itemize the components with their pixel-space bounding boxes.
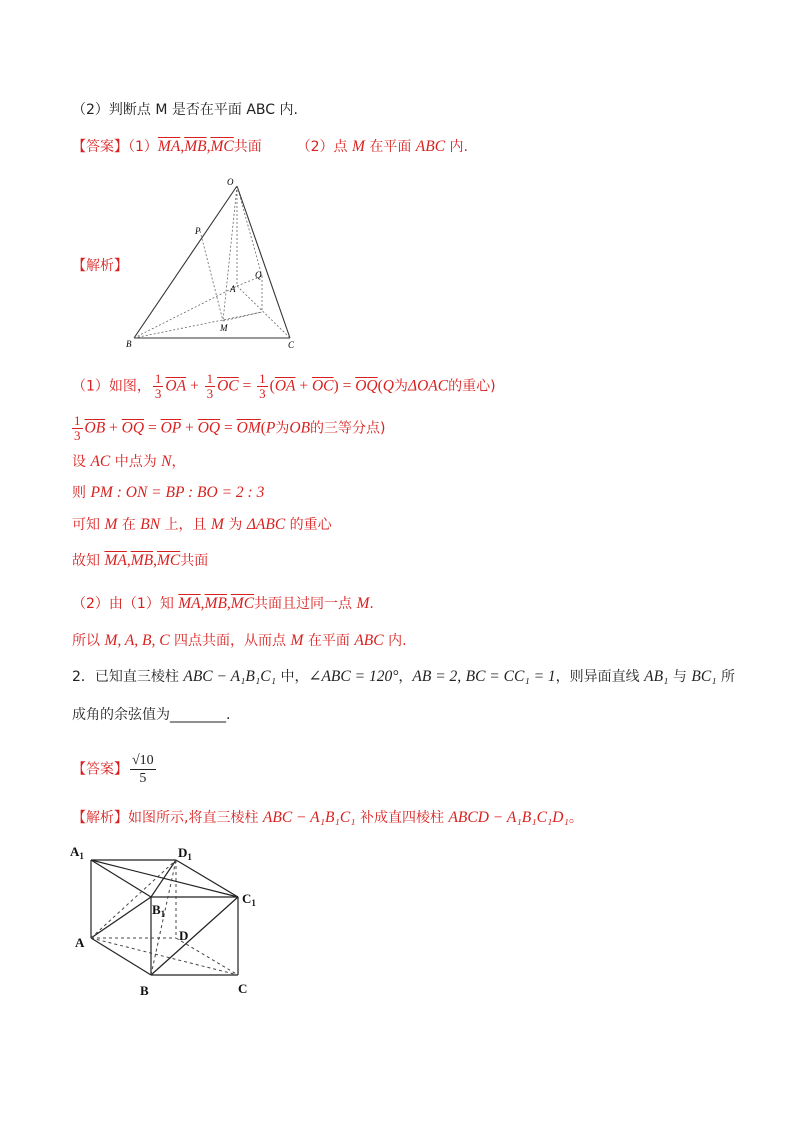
question-part-2: （2）判断点 M 是否在平面 ABC 内.	[72, 102, 298, 118]
answer-numerator: √10	[132, 753, 154, 768]
label-m: M	[220, 323, 228, 333]
label-c: C	[288, 340, 295, 350]
prism-figure	[66, 840, 266, 1005]
label-q: Q	[255, 270, 262, 280]
label-c: C	[238, 981, 248, 996]
solution-line-5: 可知 M 在 BN 上，且 M 为 ΔABC 的重心	[72, 516, 332, 533]
solution-line-1: （1）如图， $\frac{1}{3}$ $\overline{OA}$ + $\frac{1}{3}$ $\overline{OC}$ = $\frac{1}{3}$ $(\overline{OA} + \overline{OC}) = \overline{OQ}(Q$为ΔOAC的重心)	[72, 371, 496, 401]
answer-2-line	[72, 752, 158, 787]
tetrahedron-figure	[120, 172, 310, 352]
solution-line-3: 设 AC 中点为 N，	[72, 453, 186, 470]
answer-1-line: 【答案】$(1)\overline{MA},\overline{MB},\overline{MC}$共面 （2）点 M 在平面 ABC 内.	[72, 138, 468, 155]
analysis-label: 【解析】	[72, 810, 128, 826]
vector-mc: $\overline{MC}$	[210, 138, 234, 155]
label-c1: $C_1$	[242, 891, 256, 908]
analysis-2-line: 【解析】如图所示,将直三棱柱 ABC − A₁B₁C₁ 补成直四棱柱 ABCD − A₁B₁C₁D₁。	[72, 809, 583, 826]
label-b: B	[140, 983, 149, 998]
label-d: D	[179, 928, 189, 943]
label-b: B	[126, 339, 132, 349]
solution-line-4: 则 PM : ON = BP : BO = 2 : 3	[72, 484, 265, 501]
answer-label: 【答案】	[72, 761, 128, 778]
solution-line-7: （2）由（1）知 $\overline{MA},\overline{MB},\overline{MC}$共面且过同一点 M.	[72, 595, 374, 612]
analysis-label: 【解析】	[72, 258, 128, 274]
solution-line-8: 所以 M, A, B, C 四点共面，从而点 M 在平面 ABC 内.	[72, 632, 407, 649]
question-2-line-1: 2．已知直三棱柱 ABC − A₁B₁C₁ 中，∠ABC = 120°，AB = 2, BC = CC₁ = 1，则异面直线 AB₁ 与 BC₁ 所	[72, 668, 736, 685]
label-a: A	[230, 284, 236, 294]
question-2-line-2: 成角的余弦值为________.	[72, 707, 231, 723]
solution-line-2: $\frac{1}{3}$ $\overline{OB} + \overline{OQ} = \overline{OP} + \overline{OQ} = \overline{OM}(P$为OB的三等分点)	[74, 413, 386, 443]
vector-mb: $\overline{MB}$	[184, 138, 207, 155]
vector-ma: $\overline{MA}$	[157, 138, 181, 155]
label-d1: $D_1$	[178, 845, 192, 862]
label-a1: $A_1$	[70, 844, 84, 861]
label-b1: $B_1$	[152, 902, 166, 919]
label-o: O	[227, 177, 234, 187]
label-a: A	[75, 935, 85, 950]
label-p: P	[195, 226, 201, 236]
answer-denominator: 5	[139, 771, 147, 786]
answer-label: 【答案】	[72, 139, 128, 155]
solution-line-6: 故知 $\overline{MA},\overline{MB},\overline{MC}$共面	[72, 552, 209, 569]
